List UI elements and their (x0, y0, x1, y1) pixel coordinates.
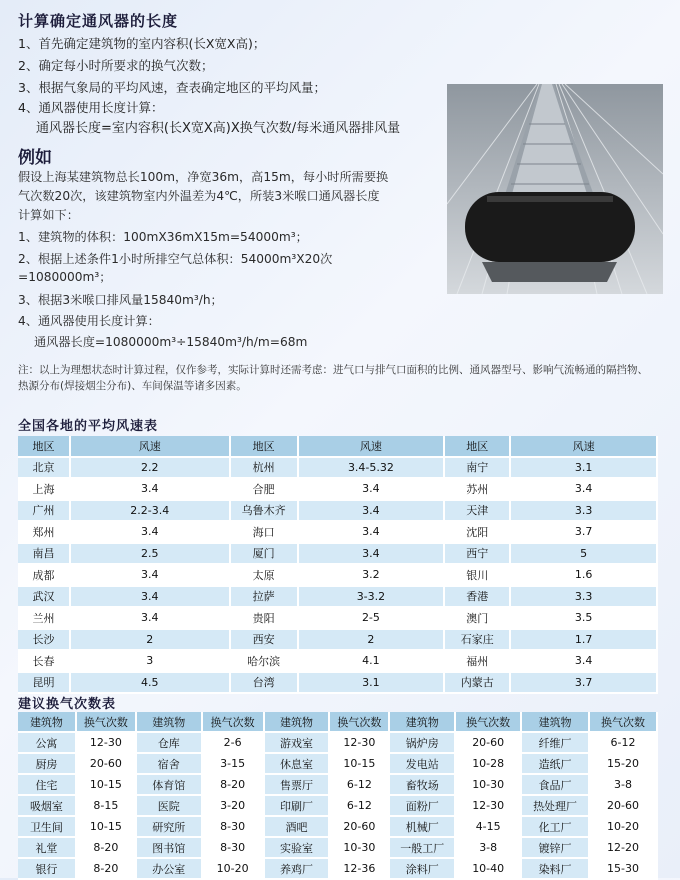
table-cell: 太原 (230, 564, 298, 586)
table-cell: 宿舍 (136, 753, 202, 774)
table-cell: 杭州 (230, 457, 298, 479)
table-cell: 3.5 (510, 607, 657, 629)
table-cell: 休息室 (264, 753, 330, 774)
table-cell: 3.4 (70, 607, 230, 629)
table-cell: 3.2 (298, 564, 445, 586)
table-cell: 6-12 (589, 732, 657, 753)
table-cell: 5 (510, 543, 657, 565)
length-formula: 通风器长度=室内容积(长X宽X高)X换气次数/每米通风器排风量 (36, 121, 401, 136)
table-cell: 10-40 (455, 858, 521, 879)
table-cell: 3.4-5.32 (298, 457, 445, 479)
table-row (18, 732, 657, 753)
table-row (18, 753, 657, 774)
table-cell: 3 (70, 650, 230, 672)
table-cell: 游戏室 (264, 732, 330, 753)
table-cell: 西安 (230, 629, 298, 651)
table-cell: 2-6 (202, 732, 264, 753)
table-cell: 哈尔滨 (230, 650, 298, 672)
table-cell: 建筑物 (136, 712, 202, 732)
table-cell: 印刷厂 (264, 795, 330, 816)
example-step-3: 3、根据3米喉口排风量15840m³/h； (18, 293, 223, 307)
table-cell: 20-60 (76, 753, 136, 774)
table-cell: 3-15 (202, 753, 264, 774)
air-table-title: 建议换气次数表 (18, 697, 117, 712)
table-cell: 卫生间 (18, 816, 76, 837)
table-cell: 风速 (70, 436, 230, 457)
table-cell: 10-15 (76, 816, 136, 837)
table-cell: 医院 (136, 795, 202, 816)
table-cell: 食品厂 (521, 774, 589, 795)
table-cell: 风速 (298, 436, 445, 457)
table-cell: 香港 (444, 586, 510, 608)
table-cell: 6-12 (329, 795, 389, 816)
table-cell: 10-30 (329, 837, 389, 858)
table-cell: 风速 (510, 436, 657, 457)
table-cell: 3.7 (510, 672, 657, 694)
table-cell: 建筑物 (521, 712, 589, 732)
table-cell: 上海 (18, 478, 70, 500)
table-cell: 3-8 (589, 774, 657, 795)
table-cell: 银川 (444, 564, 510, 586)
table-row (18, 457, 657, 479)
table-cell: 一般工厂 (389, 837, 455, 858)
table-cell: 养鸡厂 (264, 858, 330, 879)
table-cell: 厦门 (230, 543, 298, 565)
table-cell: 2-5 (298, 607, 445, 629)
example-step-4: 4、通风器使用长度计算： (18, 314, 160, 328)
table-cell: 南宁 (444, 457, 510, 479)
table-cell: 3.3 (510, 500, 657, 522)
table-cell: 换气次数 (329, 712, 389, 732)
example-intro-line-2: 气次数20次，该建筑物室内外温差为4℃，所装3米喉口通风器长度 (18, 189, 380, 203)
table-cell: 1.6 (510, 564, 657, 586)
table-cell: 纤维厂 (521, 732, 589, 753)
table-cell: 2 (298, 629, 445, 651)
table-cell: 地区 (230, 436, 298, 457)
table-cell: 10-15 (76, 774, 136, 795)
table-cell: 3.4 (70, 478, 230, 500)
table-cell: 3-3.2 (298, 586, 445, 608)
step-3: 3、根据气象局的平均风速，查表确定地区的平均风量； (18, 80, 326, 95)
table-cell: 10-20 (202, 858, 264, 879)
table-cell: 成都 (18, 564, 70, 586)
note-text: 注：以上为理想状态时计算过程，仅作参考，实际计算时还需考虑：进气口与排气口面积的比例、通风器型号、影响气流畅通的隔挡物、热源分布(焊接烟尘分布)、车间保温等诸多因素。 (18, 364, 648, 392)
table-cell: 12-20 (589, 837, 657, 858)
table-header-row (18, 712, 657, 732)
table-cell: 换气次数 (455, 712, 521, 732)
table-cell: 镀锌厂 (521, 837, 589, 858)
table-cell: 换气次数 (76, 712, 136, 732)
table-cell: 染料厂 (521, 858, 589, 879)
table-row (18, 774, 657, 795)
table-cell: 热处理厂 (521, 795, 589, 816)
table-cell: 3.3 (510, 586, 657, 608)
table-cell: 3.1 (510, 457, 657, 479)
table-cell: 武汉 (18, 586, 70, 608)
table-cell: 锅炉房 (389, 732, 455, 753)
table-row (18, 478, 657, 500)
table-cell: 厨房 (18, 753, 76, 774)
table-cell: 20-60 (589, 795, 657, 816)
example-intro-line-1: 假设上海某建筑物总长100m，净宽36m，高15m，每小时所需要换 (18, 170, 389, 184)
table-cell: 图书馆 (136, 837, 202, 858)
table-cell: 8-30 (202, 837, 264, 858)
table-cell: 发电站 (389, 753, 455, 774)
example-step-2-result: =1080000m³； (18, 270, 112, 284)
table-cell: 礼堂 (18, 837, 76, 858)
table-cell: 2 (70, 629, 230, 651)
table-cell: 10-28 (455, 753, 521, 774)
air-change-table (18, 712, 658, 880)
table-row (18, 586, 657, 608)
table-cell: 3-20 (202, 795, 264, 816)
table-cell: 4.5 (70, 672, 230, 694)
table-row (18, 564, 657, 586)
table-cell: 20-60 (329, 816, 389, 837)
table-cell: 住宅 (18, 774, 76, 795)
roof-ventilator-photo (447, 84, 663, 294)
table-cell: 15-20 (589, 753, 657, 774)
table-cell: 地区 (444, 436, 510, 457)
table-cell: 12-30 (76, 732, 136, 753)
table-cell: 12-30 (329, 732, 389, 753)
example-step-2: 2、根据上述条件1小时所排空气总体积：54000m³X20次 (18, 252, 333, 266)
table-cell: 长沙 (18, 629, 70, 651)
table-row (18, 672, 657, 694)
table-cell: 8-15 (76, 795, 136, 816)
table-cell: 机械厂 (389, 816, 455, 837)
table-row (18, 629, 657, 651)
table-cell: 办公室 (136, 858, 202, 879)
table-cell: 3.4 (298, 521, 445, 543)
table-cell: 3.4 (510, 478, 657, 500)
table-cell: 建筑物 (389, 712, 455, 732)
table-cell: 8-20 (202, 774, 264, 795)
table-row (18, 521, 657, 543)
table-cell: 造纸厂 (521, 753, 589, 774)
table-cell: 仓库 (136, 732, 202, 753)
table-cell: 体育馆 (136, 774, 202, 795)
table-cell: 台湾 (230, 672, 298, 694)
table-cell: 3.4 (298, 543, 445, 565)
table-row (18, 607, 657, 629)
table-cell: 10-20 (589, 816, 657, 837)
table-cell: 2.2 (70, 457, 230, 479)
table-cell: 银行 (18, 858, 76, 879)
table-cell: 1.7 (510, 629, 657, 651)
example-heading: 例如 (18, 148, 52, 168)
table-cell: 2.2-3.4 (70, 500, 230, 522)
step-1: 1、首先确定建筑物的室内容积(长X宽X高)； (18, 36, 266, 51)
table-cell: 南昌 (18, 543, 70, 565)
table-cell: 售票厅 (264, 774, 330, 795)
table-cell: 研究所 (136, 816, 202, 837)
table-cell: 6-12 (329, 774, 389, 795)
table-row (18, 816, 657, 837)
table-cell: 10-30 (455, 774, 521, 795)
table-cell: 建筑物 (18, 712, 76, 732)
table-cell: 8-20 (76, 837, 136, 858)
table-cell: 贵阳 (230, 607, 298, 629)
table-cell: 3.4 (70, 564, 230, 586)
table-row (18, 795, 657, 816)
table-cell: 面粉厂 (389, 795, 455, 816)
table-cell: 3.4 (510, 650, 657, 672)
example-intro-line-3: 计算如下： (18, 208, 79, 222)
wind-table-title: 全国各地的平均风速表 (18, 419, 159, 434)
table-cell: 兰州 (18, 607, 70, 629)
wind-speed-table (18, 436, 658, 694)
table-cell: 畜牧场 (389, 774, 455, 795)
table-cell: 化工厂 (521, 816, 589, 837)
table-cell: 3.7 (510, 521, 657, 543)
table-cell: 酒吧 (264, 816, 330, 837)
table-cell: 建筑物 (264, 712, 330, 732)
table-cell: 8-20 (76, 858, 136, 879)
table-cell: 实验室 (264, 837, 330, 858)
table-row (18, 500, 657, 522)
table-cell: 合肥 (230, 478, 298, 500)
table-cell: 海口 (230, 521, 298, 543)
table-cell: 3.4 (70, 521, 230, 543)
table-cell: 石家庄 (444, 629, 510, 651)
table-cell: 吸烟室 (18, 795, 76, 816)
table-cell: 西宁 (444, 543, 510, 565)
step-4: 4、通风器使用长度计算： (18, 100, 164, 115)
example-step-4-formula: 通风器长度=1080000m³÷15840m³/h/m=68m (34, 335, 308, 349)
table-cell: 3.1 (298, 672, 445, 694)
table-cell: 换气次数 (589, 712, 657, 732)
table-cell: 郑州 (18, 521, 70, 543)
table-cell: 10-15 (329, 753, 389, 774)
table-cell: 3-8 (455, 837, 521, 858)
table-cell: 4.1 (298, 650, 445, 672)
table-cell: 4-15 (455, 816, 521, 837)
example-step-1: 1、建筑物的体积：100mX36mX15m=54000m³； (18, 230, 308, 244)
table-cell: 12-30 (455, 795, 521, 816)
table-cell: 拉萨 (230, 586, 298, 608)
table-cell: 20-60 (455, 732, 521, 753)
table-cell: 涂料厂 (389, 858, 455, 879)
table-cell: 昆明 (18, 672, 70, 694)
table-cell: 换气次数 (202, 712, 264, 732)
table-cell: 地区 (18, 436, 70, 457)
table-row (18, 858, 657, 879)
table-cell: 15-30 (589, 858, 657, 879)
table-cell: 苏州 (444, 478, 510, 500)
page-title: 计算确定通风器的长度 (18, 12, 179, 30)
table-cell: 3.4 (298, 500, 445, 522)
table-cell: 北京 (18, 457, 70, 479)
table-cell: 12-36 (329, 858, 389, 879)
table-cell: 澳门 (444, 607, 510, 629)
table-row (18, 837, 657, 858)
table-cell: 内蒙古 (444, 672, 510, 694)
table-cell: 2.5 (70, 543, 230, 565)
table-row (18, 650, 657, 672)
table-row (18, 543, 657, 565)
table-cell: 公寓 (18, 732, 76, 753)
table-header-row (18, 436, 657, 457)
step-2: 2、确定每小时所要求的换气次数； (18, 58, 214, 73)
table-cell: 天津 (444, 500, 510, 522)
table-cell: 沈阳 (444, 521, 510, 543)
table-cell: 8-30 (202, 816, 264, 837)
table-cell: 长春 (18, 650, 70, 672)
table-cell: 3.4 (298, 478, 445, 500)
table-cell: 广州 (18, 500, 70, 522)
table-cell: 乌鲁木齐 (230, 500, 298, 522)
table-cell: 3.4 (70, 586, 230, 608)
table-cell: 福州 (444, 650, 510, 672)
